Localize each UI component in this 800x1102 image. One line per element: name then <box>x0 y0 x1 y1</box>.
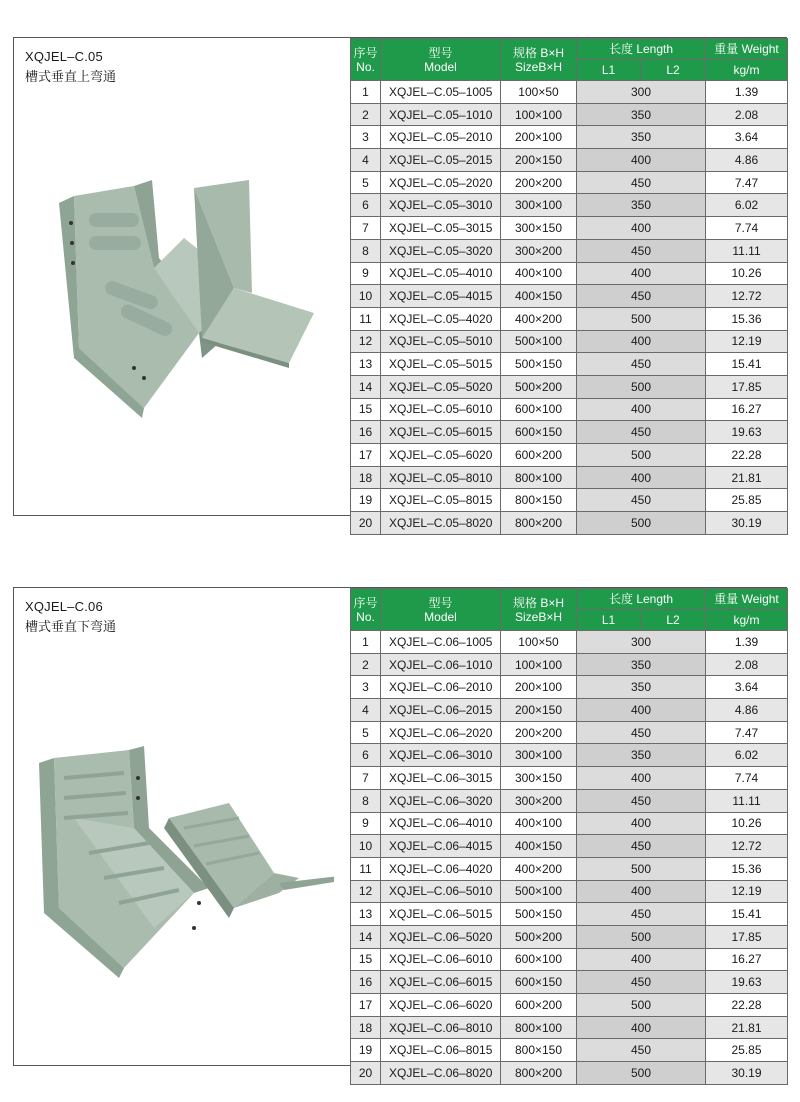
row-model: XQJEL–C.05–6015 <box>381 421 501 444</box>
row-size: 300×100 <box>501 194 577 217</box>
row-length: 400 <box>577 812 706 835</box>
row-length: 450 <box>577 421 706 444</box>
table-row <box>351 994 788 1017</box>
spec-table-c06 <box>350 588 788 1085</box>
row-length: 450 <box>577 171 706 194</box>
row-model: XQJEL–C.05–3020 <box>381 239 501 262</box>
row-weight: 30.19 <box>706 1062 788 1085</box>
row-length: 400 <box>577 149 706 172</box>
row-no: 5 <box>351 171 381 194</box>
table-row <box>351 307 788 330</box>
row-no: 13 <box>351 353 381 376</box>
row-model: XQJEL–C.06–3015 <box>381 767 501 790</box>
table-row <box>351 398 788 421</box>
row-model: XQJEL–C.05–5020 <box>381 375 501 398</box>
table-body <box>351 81 788 535</box>
header-l2: L2 <box>641 610 706 631</box>
row-size: 200×150 <box>501 149 577 172</box>
row-length: 450 <box>577 1039 706 1062</box>
row-length: 450 <box>577 489 706 512</box>
row-length: 400 <box>577 330 706 353</box>
row-length: 450 <box>577 903 706 926</box>
table-row <box>351 285 788 308</box>
header-size: 规格 B×H SizeB×H <box>501 589 577 631</box>
row-no: 6 <box>351 744 381 767</box>
row-size: 800×150 <box>501 489 577 512</box>
row-length: 300 <box>577 631 706 654</box>
row-no: 5 <box>351 721 381 744</box>
table-row <box>351 676 788 699</box>
row-weight: 3.64 <box>706 676 788 699</box>
row-weight: 22.28 <box>706 444 788 467</box>
row-length: 350 <box>577 744 706 767</box>
table-row <box>351 239 788 262</box>
table-row <box>351 421 788 444</box>
product-name: 槽式垂直上弯通 <box>25 69 117 84</box>
row-length: 450 <box>577 353 706 376</box>
row-model: XQJEL–C.06–5010 <box>381 880 501 903</box>
row-weight: 1.39 <box>706 631 788 654</box>
row-model: XQJEL–C.05–6010 <box>381 398 501 421</box>
row-size: 400×150 <box>501 285 577 308</box>
product-code: XQJEL–C.06 <box>25 599 103 614</box>
row-model: XQJEL–C.06–4010 <box>381 812 501 835</box>
row-no: 8 <box>351 239 381 262</box>
row-length: 400 <box>577 1016 706 1039</box>
row-no: 13 <box>351 903 381 926</box>
row-model: XQJEL–C.06–6020 <box>381 994 501 1017</box>
spec-table-c05 <box>350 38 788 535</box>
header-no: 序号 No. <box>351 39 381 81</box>
row-weight: 30.19 <box>706 512 788 535</box>
row-size: 200×200 <box>501 721 577 744</box>
header-no: 序号 No. <box>351 589 381 631</box>
row-size: 600×200 <box>501 994 577 1017</box>
row-model: XQJEL–C.06–2010 <box>381 676 501 699</box>
row-no: 20 <box>351 512 381 535</box>
row-no: 3 <box>351 676 381 699</box>
row-no: 12 <box>351 880 381 903</box>
table-row <box>351 925 788 948</box>
row-model: XQJEL–C.05–2015 <box>381 149 501 172</box>
row-length: 350 <box>577 676 706 699</box>
product-block-c05 <box>13 37 787 530</box>
row-size: 400×200 <box>501 307 577 330</box>
row-weight: 2.08 <box>706 103 788 126</box>
table-row <box>351 375 788 398</box>
row-weight: 19.63 <box>706 421 788 444</box>
header-weight: 重量 Weight <box>706 39 788 60</box>
row-no: 10 <box>351 835 381 858</box>
row-weight: 25.85 <box>706 1039 788 1062</box>
table-row <box>351 353 788 376</box>
row-weight: 6.02 <box>706 744 788 767</box>
row-no: 16 <box>351 421 381 444</box>
row-no: 9 <box>351 812 381 835</box>
row-no: 16 <box>351 971 381 994</box>
row-no: 20 <box>351 1062 381 1085</box>
row-weight: 17.85 <box>706 375 788 398</box>
row-size: 200×100 <box>501 676 577 699</box>
row-size: 400×200 <box>501 857 577 880</box>
row-length: 500 <box>577 444 706 467</box>
table-row <box>351 903 788 926</box>
row-model: XQJEL–C.06–2015 <box>381 699 501 722</box>
row-length: 500 <box>577 1062 706 1085</box>
row-no: 10 <box>351 285 381 308</box>
table-row <box>351 330 788 353</box>
row-length: 350 <box>577 194 706 217</box>
table-row <box>351 653 788 676</box>
row-model: XQJEL–C.05–2010 <box>381 126 501 149</box>
row-length: 350 <box>577 653 706 676</box>
row-length: 500 <box>577 925 706 948</box>
row-no: 18 <box>351 466 381 489</box>
row-no: 6 <box>351 194 381 217</box>
row-weight: 17.85 <box>706 925 788 948</box>
header-l2: L2 <box>641 60 706 81</box>
product-name: 槽式垂直下弯通 <box>25 619 117 634</box>
header-model: 型号 Model <box>381 39 501 81</box>
row-length: 400 <box>577 948 706 971</box>
row-size: 300×200 <box>501 789 577 812</box>
row-model: XQJEL–C.06–3020 <box>381 789 501 812</box>
row-size: 600×100 <box>501 948 577 971</box>
row-size: 600×150 <box>501 971 577 994</box>
row-model: XQJEL–C.05–4020 <box>381 307 501 330</box>
row-no: 12 <box>351 330 381 353</box>
row-model: XQJEL–C.06–4015 <box>381 835 501 858</box>
row-size: 500×200 <box>501 925 577 948</box>
row-length: 500 <box>577 375 706 398</box>
table-row <box>351 149 788 172</box>
header-size: 规格 B×H SizeB×H <box>501 39 577 81</box>
table-row <box>351 103 788 126</box>
table-row <box>351 1062 788 1085</box>
table-row <box>351 631 788 654</box>
table-row <box>351 1016 788 1039</box>
row-length: 500 <box>577 512 706 535</box>
header-length: 长度 Length <box>577 39 706 60</box>
table-row <box>351 721 788 744</box>
row-size: 800×200 <box>501 512 577 535</box>
row-no: 3 <box>351 126 381 149</box>
row-size: 200×100 <box>501 126 577 149</box>
table-row <box>351 217 788 240</box>
table-row <box>351 767 788 790</box>
table-row <box>351 789 788 812</box>
row-length: 450 <box>577 835 706 858</box>
row-no: 9 <box>351 262 381 285</box>
row-no: 14 <box>351 925 381 948</box>
row-length: 300 <box>577 81 706 104</box>
row-model: XQJEL–C.06–3010 <box>381 744 501 767</box>
row-weight: 15.36 <box>706 857 788 880</box>
row-size: 500×100 <box>501 330 577 353</box>
row-size: 400×100 <box>501 262 577 285</box>
row-weight: 12.72 <box>706 285 788 308</box>
row-model: XQJEL–C.06–6010 <box>381 948 501 971</box>
row-model: XQJEL–C.05–4010 <box>381 262 501 285</box>
vertical-down-bend-image <box>34 678 334 978</box>
row-length: 350 <box>577 103 706 126</box>
table-row <box>351 512 788 535</box>
row-weight: 25.85 <box>706 489 788 512</box>
row-no: 14 <box>351 375 381 398</box>
row-size: 100×100 <box>501 103 577 126</box>
table-row <box>351 489 788 512</box>
row-size: 400×150 <box>501 835 577 858</box>
table-row <box>351 171 788 194</box>
row-model: XQJEL–C.05–8020 <box>381 512 501 535</box>
header-weight-unit: kg/m <box>706 60 788 81</box>
row-model: XQJEL–C.05–1010 <box>381 103 501 126</box>
row-no: 2 <box>351 653 381 676</box>
table-row <box>351 81 788 104</box>
row-weight: 12.19 <box>706 880 788 903</box>
table-row <box>351 835 788 858</box>
row-length: 450 <box>577 239 706 262</box>
row-no: 2 <box>351 103 381 126</box>
table-row <box>351 444 788 467</box>
header-model: 型号 Model <box>381 589 501 631</box>
row-model: XQJEL–C.05–2020 <box>381 171 501 194</box>
table-row <box>351 812 788 835</box>
row-model: XQJEL–C.05–5010 <box>381 330 501 353</box>
row-no: 8 <box>351 789 381 812</box>
table-row <box>351 971 788 994</box>
row-size: 800×100 <box>501 1016 577 1039</box>
row-model: XQJEL–C.06–1005 <box>381 631 501 654</box>
row-weight: 7.74 <box>706 767 788 790</box>
table-row <box>351 948 788 971</box>
header-weight-unit: kg/m <box>706 610 788 631</box>
row-length: 450 <box>577 971 706 994</box>
row-no: 11 <box>351 857 381 880</box>
row-model: XQJEL–C.05–3015 <box>381 217 501 240</box>
row-no: 17 <box>351 994 381 1017</box>
header-weight: 重量 Weight <box>706 589 788 610</box>
row-length: 400 <box>577 262 706 285</box>
table-row <box>351 466 788 489</box>
table-body <box>351 631 788 1085</box>
row-size: 500×200 <box>501 375 577 398</box>
row-weight: 21.81 <box>706 1016 788 1039</box>
row-model: XQJEL–C.05–5015 <box>381 353 501 376</box>
row-size: 400×100 <box>501 812 577 835</box>
table-row <box>351 857 788 880</box>
row-weight: 16.27 <box>706 398 788 421</box>
row-size: 100×50 <box>501 81 577 104</box>
row-size: 300×200 <box>501 239 577 262</box>
row-length: 450 <box>577 789 706 812</box>
table-row <box>351 262 788 285</box>
row-length: 500 <box>577 857 706 880</box>
row-model: XQJEL–C.06–8010 <box>381 1016 501 1039</box>
row-weight: 12.19 <box>706 330 788 353</box>
row-weight: 7.47 <box>706 171 788 194</box>
table-row <box>351 1039 788 1062</box>
product-block-c06 <box>13 587 787 1080</box>
row-no: 17 <box>351 444 381 467</box>
row-no: 11 <box>351 307 381 330</box>
row-size: 300×100 <box>501 744 577 767</box>
row-size: 800×200 <box>501 1062 577 1085</box>
row-no: 7 <box>351 767 381 790</box>
row-weight: 7.47 <box>706 721 788 744</box>
row-weight: 10.26 <box>706 812 788 835</box>
row-model: XQJEL–C.06–5015 <box>381 903 501 926</box>
row-model: XQJEL–C.06–2020 <box>381 721 501 744</box>
header-length: 长度 Length <box>577 589 706 610</box>
row-length: 450 <box>577 721 706 744</box>
row-size: 100×50 <box>501 631 577 654</box>
row-length: 350 <box>577 126 706 149</box>
product-info-panel <box>14 588 350 1065</box>
row-weight: 4.86 <box>706 149 788 172</box>
row-weight: 3.64 <box>706 126 788 149</box>
row-weight: 1.39 <box>706 81 788 104</box>
row-weight: 15.41 <box>706 353 788 376</box>
row-size: 300×150 <box>501 217 577 240</box>
row-no: 4 <box>351 699 381 722</box>
row-length: 450 <box>577 285 706 308</box>
row-length: 400 <box>577 880 706 903</box>
row-size: 800×150 <box>501 1039 577 1062</box>
row-size: 500×150 <box>501 903 577 926</box>
row-no: 1 <box>351 81 381 104</box>
row-no: 4 <box>351 149 381 172</box>
row-length: 400 <box>577 398 706 421</box>
row-model: XQJEL–C.05–3010 <box>381 194 501 217</box>
row-size: 200×200 <box>501 171 577 194</box>
row-model: XQJEL–C.06–8020 <box>381 1062 501 1085</box>
table-row <box>351 194 788 217</box>
row-size: 100×100 <box>501 653 577 676</box>
header-l1: L1 <box>577 610 641 631</box>
row-size: 500×100 <box>501 880 577 903</box>
product-info-panel <box>14 38 350 515</box>
row-model: XQJEL–C.05–1005 <box>381 81 501 104</box>
row-weight: 4.86 <box>706 699 788 722</box>
header-l1: L1 <box>577 60 641 81</box>
row-weight: 15.41 <box>706 903 788 926</box>
row-length: 500 <box>577 307 706 330</box>
table-row <box>351 880 788 903</box>
row-no: 15 <box>351 948 381 971</box>
row-length: 500 <box>577 994 706 1017</box>
row-weight: 12.72 <box>706 835 788 858</box>
row-size: 800×100 <box>501 466 577 489</box>
row-no: 1 <box>351 631 381 654</box>
row-model: XQJEL–C.05–6020 <box>381 444 501 467</box>
row-no: 7 <box>351 217 381 240</box>
row-weight: 21.81 <box>706 466 788 489</box>
row-weight: 15.36 <box>706 307 788 330</box>
product-code: XQJEL–C.05 <box>25 49 103 64</box>
row-model: XQJEL–C.06–5020 <box>381 925 501 948</box>
row-size: 600×150 <box>501 421 577 444</box>
row-model: XQJEL–C.05–8010 <box>381 466 501 489</box>
row-no: 18 <box>351 1016 381 1039</box>
row-weight: 11.11 <box>706 789 788 812</box>
row-length: 400 <box>577 767 706 790</box>
row-size: 300×150 <box>501 767 577 790</box>
row-no: 15 <box>351 398 381 421</box>
row-weight: 22.28 <box>706 994 788 1017</box>
row-model: XQJEL–C.05–8015 <box>381 489 501 512</box>
row-weight: 6.02 <box>706 194 788 217</box>
row-model: XQJEL–C.06–4020 <box>381 857 501 880</box>
row-length: 400 <box>577 217 706 240</box>
row-size: 500×150 <box>501 353 577 376</box>
row-weight: 2.08 <box>706 653 788 676</box>
row-size: 200×150 <box>501 699 577 722</box>
row-length: 400 <box>577 466 706 489</box>
table-row <box>351 744 788 767</box>
table-row <box>351 699 788 722</box>
row-weight: 19.63 <box>706 971 788 994</box>
row-no: 19 <box>351 489 381 512</box>
row-no: 19 <box>351 1039 381 1062</box>
row-weight: 7.74 <box>706 217 788 240</box>
row-model: XQJEL–C.05–4015 <box>381 285 501 308</box>
row-weight: 16.27 <box>706 948 788 971</box>
row-length: 400 <box>577 699 706 722</box>
row-model: XQJEL–C.06–6015 <box>381 971 501 994</box>
table-row <box>351 126 788 149</box>
row-size: 600×200 <box>501 444 577 467</box>
row-weight: 10.26 <box>706 262 788 285</box>
vertical-up-bend-image <box>34 128 334 428</box>
row-size: 600×100 <box>501 398 577 421</box>
row-weight: 11.11 <box>706 239 788 262</box>
row-model: XQJEL–C.06–1010 <box>381 653 501 676</box>
row-model: XQJEL–C.06–8015 <box>381 1039 501 1062</box>
